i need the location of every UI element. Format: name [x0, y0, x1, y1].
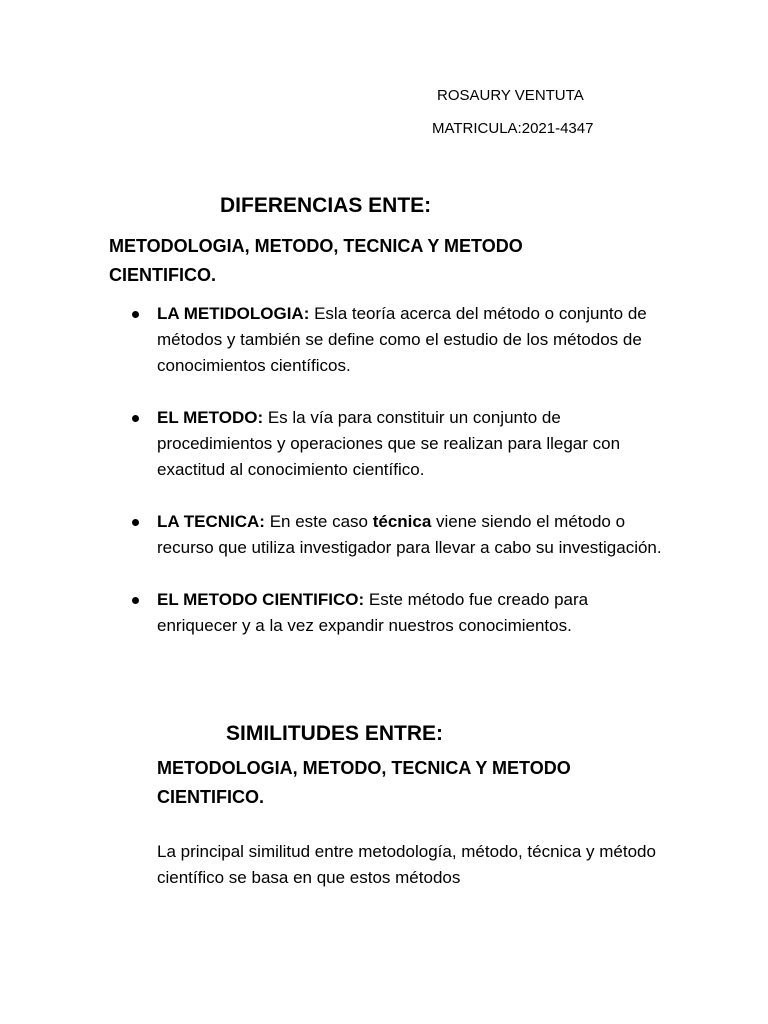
- term-label: LA METIDOLOGIA:: [157, 304, 310, 323]
- student-id: MATRICULA:2021-4347: [432, 120, 594, 137]
- term-definition-start: En este caso: [264, 512, 373, 531]
- bullet-icon: [132, 597, 139, 604]
- bold-word: técnica: [372, 512, 432, 531]
- similarities-paragraph: La principal similitud entre metodología, método, técnica y método científico se basa en que estos métodos: [157, 842, 656, 887]
- similarities-subheading: METODOLOGIA, METODO, TECNICA Y METODO CIENTIFICO.: [157, 758, 571, 807]
- term-label: EL METODO:: [157, 408, 264, 427]
- term-definition-end: viene siendo el método o recurso que utiliza investigador para llevar a cabo su investigación.: [157, 512, 662, 557]
- bullet-icon: [132, 311, 139, 318]
- term-label: LA TECNICA:: [157, 512, 265, 531]
- differences-heading: DIFERENCIAS ENTE:: [220, 194, 432, 217]
- term-definition: Este método fue creado para enriquecer y a la vez expandir nuestros conocimientos.: [157, 590, 589, 635]
- list-item-tecnica: [130, 509, 670, 561]
- term-definition: Es la vía para constituir un conjunto de procedimientos y operaciones que se realizan para llegar con exactitud al conocimiento científico.: [157, 408, 621, 479]
- list-item-metodo: [130, 405, 670, 483]
- differences-list: [130, 301, 670, 665]
- list-item-metodologia: [130, 301, 670, 379]
- author-name: ROSAURY VENTUTA: [437, 87, 584, 104]
- list-item-metodo-cientifico: [130, 587, 670, 639]
- bullet-icon: [132, 519, 139, 526]
- differences-subheading: METODOLOGIA, METODO, TECNICA Y METODO CIENTIFICO.: [109, 236, 523, 285]
- similarities-heading: SIMILITUDES ENTRE:: [226, 722, 444, 745]
- bullet-icon: [132, 415, 139, 422]
- term-definition: Esla teoría acerca del método o conjunto de métodos y también se define como el estudio de los métodos de conocimientos científicos.: [157, 304, 647, 375]
- term-label: EL METODO CIENTIFICO:: [157, 590, 365, 609]
